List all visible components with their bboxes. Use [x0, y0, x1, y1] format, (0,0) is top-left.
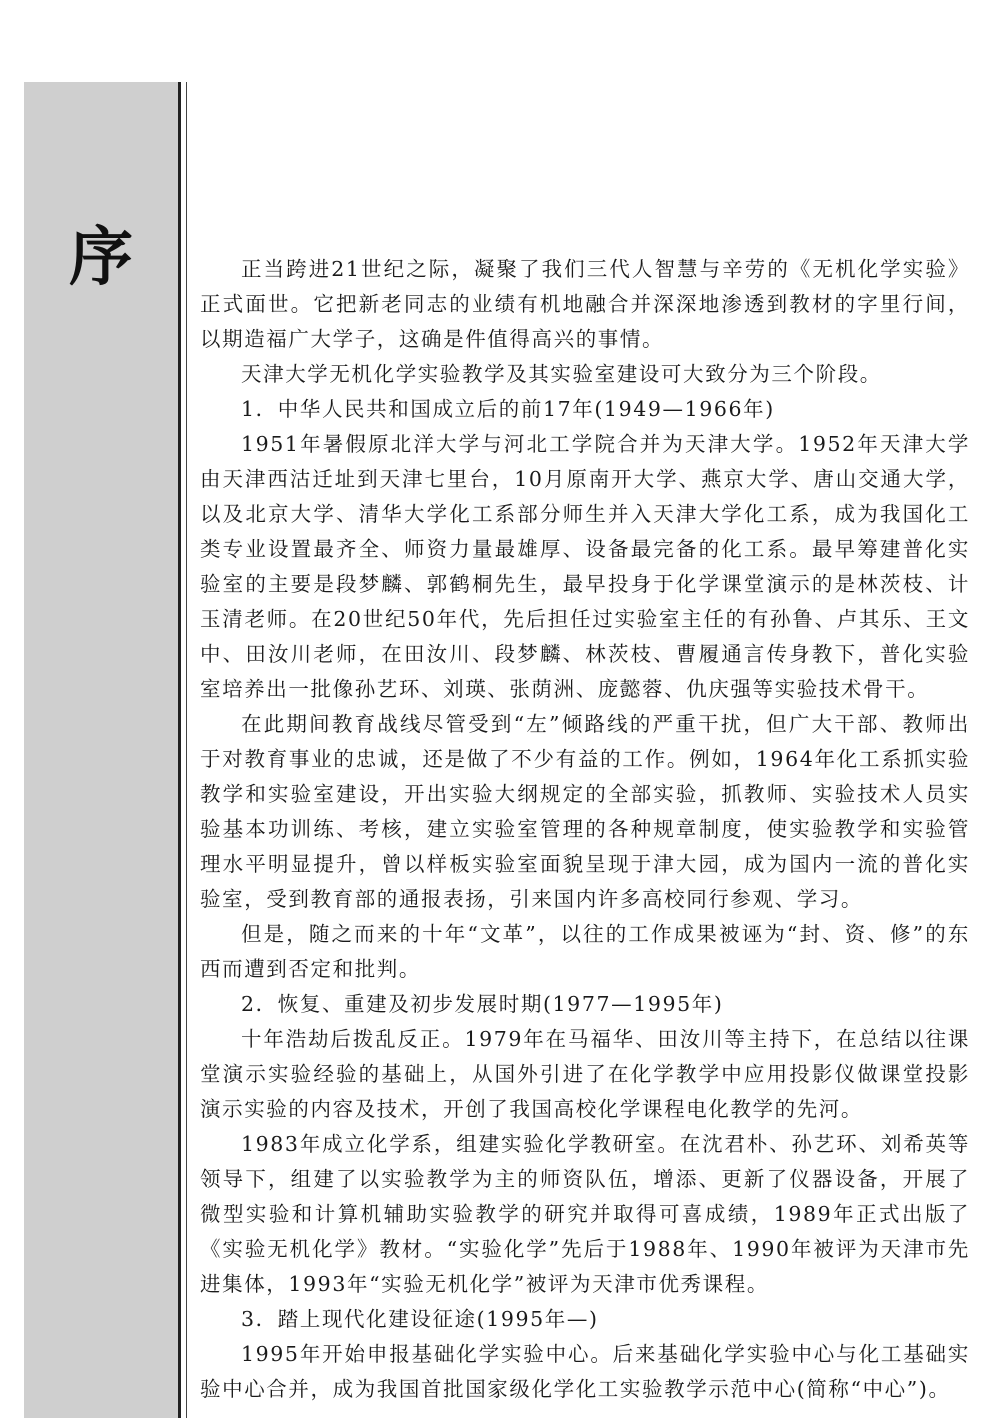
paragraph: 十年浩劫后拨乱反正。1979年在马福华、田汝川等主持下，在总结以往课堂演示实验经验的基础上，从国外引进了在化学教学中应用投影仪做课堂投影演示实验的内容及技术，开创了我国高校化学课程电化教学的先河。: [200, 1027, 970, 1121]
paragraph: 1995年开始申报基础化学实验中心。后来基础化学实验中心与化工基础实验中心合并，成为我国首批国家级化学化工实验教学示范中心(简称“中心”)。: [200, 1342, 970, 1401]
paragraph: 但是，随之而来的十年“文革”，以往的工作成果被诬为“封、资、修”的东西而遭到否定和批判。: [200, 922, 970, 981]
paragraph: 1983年成立化学系，组建实验化学教研室。在沈君朴、孙艺环、刘希英等领导下，组建了以实验教学为主的师资队伍，增添、更新了仪器设备，开展了微型实验和计算机辅助实验教学的研究并取得可喜成绩，1989年正式出版了《实验无机化学》教材。“实验化学”先后于1988年、1990年被评为天津市先进集体，1993年“实验无机化学”被评为天津市优秀课程。: [200, 1132, 970, 1296]
paragraph: 正当跨进21世纪之际，凝聚了我们三代人智慧与辛劳的《无机化学实验》正式面世。它把新老同志的业绩有机地融合并深深地渗透到教材的字里行间，以期造福广大学子，这确是件值得高兴的事情。: [200, 257, 970, 351]
paragraph: 在此期间教育战线尽管受到“左”倾路线的严重干扰，但广大干部、教师出于对教育事业的忠诚，还是做了不少有益的工作。例如，1964年化工系抓实验教学和实验室建设，开出实验大纲规定的全部实验，抓教师、实验技术人员实验基本功训练、考核，建立实验室管理的各种规章制度，使实验教学和实验管理水平明显提升，曾以样板实验室面貌呈现于津大园，成为国内一流的普化实验室，受到教育部的通报表扬，引来国内许多高校同行参观、学习。: [200, 712, 970, 911]
section-heading: 3．踏上现代化建设征途(1995年—): [241, 1307, 599, 1331]
body-text: [200, 252, 970, 1407]
section-heading: 1．中华人民共和国成立后的前17年(1949—1966年): [241, 397, 775, 421]
vertical-rule-thin: [186, 82, 187, 1418]
page-title: 序: [69, 220, 133, 295]
paragraph: 天津大学无机化学实验教学及其实验室建设可大致分为三个阶段。: [241, 362, 882, 386]
section-heading: 2．恢复、重建及初步发展时期(1977—1995年): [241, 992, 724, 1016]
paragraph: 1951年暑假原北洋大学与河北工学院合并为天津大学。1952年天津大学由天津西沽迁址到天津七里台，10月原南开大学、燕京大学、唐山交通大学，以及北京大学、清华大学化工系部分师生并入天津大学化工系，成为我国化工类专业设置最齐全、师资力量最雄厚、设备最完备的化工系。最早筹建普化实验室的主要是段梦麟、郭鹤桐先生，最早投身于化学课堂演示的是林茨枝、计玉清老师。在20世纪50年代，先后担任过实验室主任的有孙鲁、卢其乐、王文中、田汝川老师，在田汝川、段梦麟、林茨枝、曹履通言传身教下，普化实验室培养出一批像孙艺环、刘瑛、张荫洲、庞懿蓉、仇庆强等实验技术骨干。: [200, 432, 970, 701]
vertical-rule-thick: [178, 82, 181, 1418]
